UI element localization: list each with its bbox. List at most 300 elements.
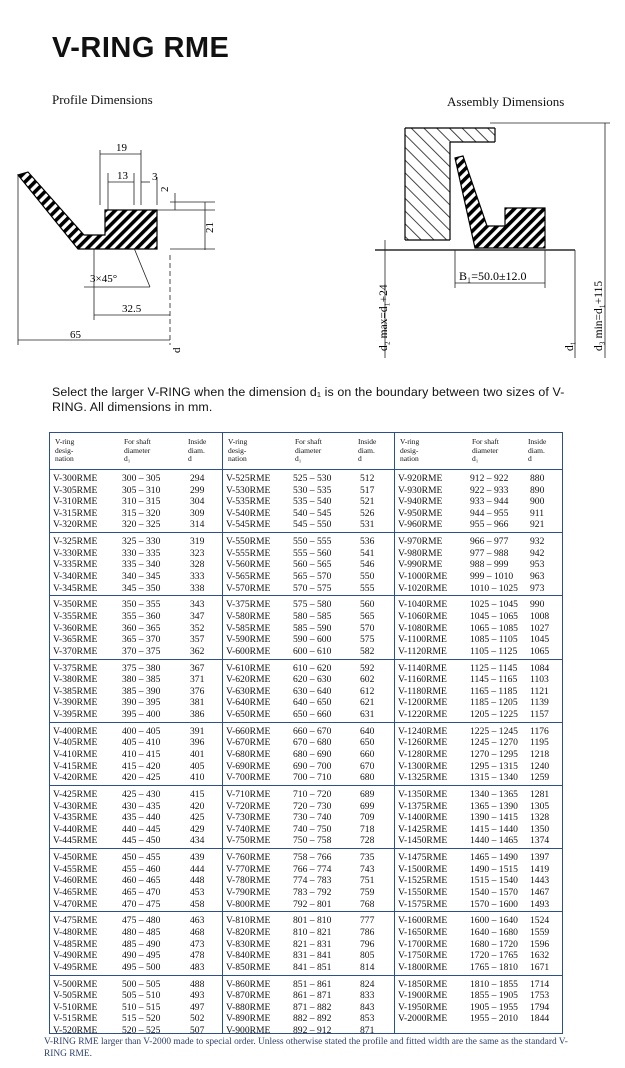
dim-d1: d₁ — [564, 341, 576, 351]
cell-inside-diameter: 1139 — [530, 697, 549, 709]
table-row — [223, 623, 395, 635]
table-row — [50, 485, 222, 497]
dim-d: d — [171, 347, 183, 353]
table-row — [50, 899, 222, 911]
cell-shaft-diameter: 440 – 445 — [122, 823, 161, 835]
cell-designation: V-1060RME — [398, 610, 448, 622]
cell-shaft-diameter: 650 – 660 — [293, 708, 332, 720]
cell-shaft-diameter: 395 – 400 — [122, 708, 161, 720]
table-row — [223, 950, 395, 962]
cell-designation: V-390RME — [53, 697, 98, 709]
table-row — [50, 812, 222, 824]
cell-designation: V-630RME — [226, 685, 271, 697]
table-row — [395, 623, 563, 635]
table-row — [223, 571, 395, 583]
cell-designation: V-370RME — [53, 645, 98, 657]
cell-designation: V-980RME — [398, 547, 443, 559]
header-inside: Inside diam. d — [358, 437, 377, 464]
cell-shaft-diameter: 510 – 515 — [122, 1001, 161, 1013]
table-row — [395, 599, 563, 611]
dim-chamfer: 3×45° — [90, 273, 118, 285]
table-row — [50, 1013, 222, 1025]
cell-designation: V-485RME — [53, 938, 98, 950]
cell-designation: V-1525RME — [398, 875, 448, 887]
table-row — [50, 939, 222, 951]
cell-shaft-diameter: 380 – 385 — [122, 674, 161, 686]
assembly-dimensions-label: Assembly Dimensions — [447, 94, 565, 109]
dim-19: 19 — [116, 142, 127, 154]
cell-inside-diameter: 391 — [190, 725, 205, 737]
cell-shaft-diameter: 1955 – 2010 — [470, 1013, 518, 1025]
cell-inside-diameter: 824 — [360, 978, 375, 990]
table-row — [223, 864, 395, 876]
table-group — [50, 659, 222, 723]
cell-inside-diameter: 853 — [360, 1013, 375, 1025]
cell-designation: V-1240RME — [398, 725, 448, 737]
cell-shaft-diameter: 470 – 475 — [122, 898, 161, 910]
cell-inside-diameter: 718 — [360, 823, 375, 835]
cell-designation: V-930RME — [398, 484, 443, 496]
cell-inside-diameter: 973 — [530, 582, 545, 594]
cell-inside-diameter: 814 — [360, 961, 375, 973]
table-row — [50, 583, 222, 595]
cell-shaft-diameter: 922 – 933 — [470, 484, 509, 496]
cell-inside-diameter: 512 — [360, 473, 375, 484]
cell-designation: V-395RME — [53, 708, 98, 720]
cell-shaft-diameter: 892 – 912 — [293, 1024, 332, 1036]
cell-inside-diameter: 309 — [190, 507, 205, 519]
cell-inside-diameter: 921 — [530, 519, 545, 531]
cell-inside-diameter: 420 — [190, 800, 205, 812]
dim-d3min: d₃ min=d₁+115 — [593, 280, 605, 351]
cell-designation: V-1080RME — [398, 622, 448, 634]
table-row — [223, 812, 395, 824]
cell-designation: V-1350RME — [398, 789, 448, 800]
table-row — [223, 835, 395, 847]
table-row — [50, 646, 222, 658]
cell-designation: V-1120RME — [398, 645, 447, 657]
cell-shaft-diameter: 999 – 1010 — [470, 570, 514, 582]
table-row — [223, 962, 395, 974]
cell-designation: V-960RME — [398, 519, 443, 531]
cell-designation: V-500RME — [53, 978, 98, 990]
table-group — [50, 975, 222, 1039]
table-row — [50, 761, 222, 773]
cell-inside-diameter: 1493 — [530, 898, 550, 910]
cell-inside-diameter: 1084 — [530, 662, 550, 674]
cell-shaft-diameter: 1085 – 1105 — [470, 634, 518, 646]
cell-designation: V-510RME — [53, 1001, 98, 1013]
table-row — [395, 887, 563, 899]
cell-designation: V-1950RME — [398, 1001, 448, 1013]
table-row — [223, 634, 395, 646]
cell-shaft-diameter: 325 – 330 — [122, 536, 161, 548]
cell-designation: V-1475RME — [398, 852, 448, 864]
table-row — [395, 772, 563, 784]
cell-designation: V-315RME — [53, 507, 98, 519]
cell-inside-diameter: 728 — [360, 835, 375, 847]
cell-inside-diameter: 376 — [190, 685, 205, 697]
cell-designation: V-555RME — [226, 547, 271, 559]
cell-designation: V-1100RME — [398, 634, 447, 646]
cell-inside-diameter: 371 — [190, 674, 205, 686]
table-group — [395, 722, 563, 786]
table-row — [395, 611, 563, 623]
cell-designation: V-560RME — [226, 559, 271, 571]
cell-inside-diameter: 890 — [530, 484, 545, 496]
cell-inside-diameter: 526 — [360, 507, 375, 519]
cell-designation: V-310RME — [53, 496, 98, 508]
cell-shaft-diameter: 565 – 570 — [293, 570, 332, 582]
table-row — [395, 485, 563, 497]
table-row — [50, 473, 222, 485]
cell-designation: V-740RME — [226, 823, 271, 835]
cell-designation: V-1750RME — [398, 950, 448, 962]
cell-inside-diameter: 323 — [190, 547, 205, 559]
cell-shaft-diameter: 410 – 415 — [122, 748, 161, 760]
cell-inside-diameter: 488 — [190, 978, 205, 990]
table-row — [50, 508, 222, 520]
cell-shaft-diameter: 1205 – 1225 — [470, 708, 518, 720]
cell-inside-diameter: 1027 — [530, 622, 550, 634]
cell-shaft-diameter: 375 – 380 — [122, 662, 161, 674]
cell-designation: V-570RME — [226, 582, 271, 594]
table-row — [50, 599, 222, 611]
cell-shaft-diameter: 1765 – 1810 — [470, 961, 518, 973]
cell-designation: V-550RME — [226, 536, 271, 548]
cell-designation: V-1040RME — [398, 599, 448, 611]
cell-inside-diameter: 621 — [360, 697, 375, 709]
cell-designation: V-610RME — [226, 662, 271, 674]
table-row — [223, 519, 395, 531]
cell-designation: V-1800RME — [398, 961, 448, 973]
table-row — [50, 726, 222, 738]
table-group — [50, 595, 222, 659]
cell-inside-diameter: 338 — [190, 582, 205, 594]
table-row — [223, 824, 395, 836]
cell-designation: V-880RME — [226, 1001, 271, 1013]
cell-designation: V-355RME — [53, 610, 98, 622]
table-group — [395, 469, 563, 533]
table-group — [223, 532, 395, 596]
cell-inside-diameter: 444 — [190, 863, 205, 875]
cell-designation: V-450RME — [53, 852, 98, 864]
cell-shaft-diameter: 1340 – 1365 — [470, 789, 518, 800]
table-group — [50, 911, 222, 975]
cell-designation: V-430RME — [53, 800, 98, 812]
cell-inside-diameter: 1045 — [530, 634, 550, 646]
cell-designation: V-700RME — [226, 772, 271, 784]
cell-designation: V-350RME — [53, 599, 98, 611]
table-group — [50, 785, 222, 849]
cell-designation: V-490RME — [53, 950, 98, 962]
header-shaft: For shaft diameter d₁ — [472, 437, 499, 464]
cell-shaft-diameter: 944 – 955 — [470, 507, 509, 519]
table-row — [395, 875, 563, 887]
table-row — [223, 887, 395, 899]
cell-inside-diameter: 1176 — [530, 725, 549, 737]
cell-designation: V-525RME — [226, 473, 271, 484]
cell-shaft-diameter: 912 – 922 — [470, 473, 509, 484]
table-row — [50, 824, 222, 836]
table-row — [395, 536, 563, 548]
table-row — [395, 686, 563, 698]
profile-dimensions-label: Profile Dimensions — [52, 92, 153, 107]
dim-13: 13 — [117, 170, 128, 182]
cell-shaft-diameter: 1145 – 1165 — [470, 674, 518, 686]
cell-designation: V-2000RME — [398, 1013, 448, 1025]
cell-shaft-diameter: 1390 – 1415 — [470, 812, 518, 824]
cell-inside-diameter: 1443 — [530, 875, 550, 887]
table-group — [395, 785, 563, 849]
cell-designation: V-600RME — [226, 645, 271, 657]
cell-shaft-diameter: 1365 – 1390 — [470, 800, 518, 812]
cell-inside-diameter: 1794 — [530, 1001, 550, 1013]
table-row — [395, 571, 563, 583]
cell-designation: V-1900RME — [398, 990, 448, 1002]
cell-inside-diameter: 347 — [190, 610, 205, 622]
cell-designation: V-505RME — [53, 990, 98, 1002]
table-row — [50, 950, 222, 962]
table-group — [223, 469, 395, 533]
cell-inside-diameter: 1240 — [530, 760, 550, 772]
cell-shaft-diameter: 505 – 510 — [122, 990, 161, 1002]
cell-designation: V-320RME — [53, 519, 98, 531]
table-row — [223, 663, 395, 675]
cell-shaft-diameter: 405 – 410 — [122, 737, 161, 749]
header-designation: V-ring desig- nation — [55, 437, 75, 464]
table-row — [223, 915, 395, 927]
cell-designation: V-1000RME — [398, 570, 448, 582]
table-row — [223, 990, 395, 1002]
cell-inside-diameter: 1714 — [530, 978, 550, 990]
cell-shaft-diameter: 370 – 375 — [122, 645, 161, 657]
table-row — [395, 674, 563, 686]
cell-designation: V-360RME — [53, 622, 98, 634]
cell-inside-diameter: 1259 — [530, 772, 550, 784]
cell-inside-diameter: 1467 — [530, 886, 550, 898]
cell-shaft-diameter: 690 – 700 — [293, 760, 332, 772]
cell-designation: V-1280RME — [398, 748, 448, 760]
cell-inside-diameter: 786 — [360, 926, 375, 938]
cell-shaft-diameter: 1010 – 1025 — [470, 582, 518, 594]
cell-shaft-diameter: 861 – 871 — [293, 990, 332, 1002]
cell-inside-diameter: 900 — [530, 496, 545, 508]
cell-shaft-diameter: 435 – 440 — [122, 812, 161, 824]
cell-inside-diameter: 299 — [190, 484, 205, 496]
cell-inside-diameter: 1305 — [530, 800, 550, 812]
cell-designation: V-440RME — [53, 823, 98, 835]
table-row — [395, 939, 563, 951]
table-row — [223, 801, 395, 813]
cell-shaft-diameter: 385 – 390 — [122, 685, 161, 697]
table-row — [395, 663, 563, 675]
header-shaft: For shaft diameter d₁ — [124, 437, 151, 464]
cell-shaft-diameter: 977 – 988 — [470, 547, 509, 559]
cell-inside-diameter: 871 — [360, 1024, 375, 1036]
cell-inside-diameter: 1350 — [530, 823, 550, 835]
cell-designation: V-1500RME — [398, 863, 448, 875]
table-row — [50, 709, 222, 721]
dim-32-5: 32.5 — [122, 303, 142, 315]
cell-designation: V-870RME — [226, 990, 271, 1002]
table-row — [223, 536, 395, 548]
table-group — [395, 659, 563, 723]
cell-inside-diameter: 575 — [360, 634, 375, 646]
cell-inside-diameter: 352 — [190, 622, 205, 634]
cell-inside-diameter: 953 — [530, 559, 545, 571]
cell-designation: V-1850RME — [398, 978, 448, 990]
cell-shaft-diameter: 585 – 590 — [293, 622, 332, 634]
table-group — [223, 911, 395, 975]
cell-inside-diameter: 735 — [360, 852, 375, 864]
table-row — [395, 508, 563, 520]
table-row — [223, 508, 395, 520]
cell-designation: V-720RME — [226, 800, 271, 812]
table-row — [223, 979, 395, 991]
cell-designation: V-470RME — [53, 898, 98, 910]
cell-shaft-diameter: 966 – 977 — [470, 536, 509, 548]
table-row — [223, 548, 395, 560]
cell-designation: V-1260RME — [398, 737, 448, 749]
table-row — [50, 927, 222, 939]
cell-designation: V-445RME — [53, 835, 98, 847]
cell-designation: V-830RME — [226, 938, 271, 950]
cell-shaft-diameter: 851 – 861 — [293, 978, 332, 990]
cell-shaft-diameter: 1165 – 1185 — [470, 685, 518, 697]
cell-designation: V-520RME — [53, 1024, 98, 1036]
table-row — [395, 548, 563, 560]
cell-shaft-diameter: 841 – 851 — [293, 961, 332, 973]
cell-shaft-diameter: 1570 – 1600 — [470, 898, 518, 910]
table-row — [223, 485, 395, 497]
table-row — [395, 962, 563, 974]
cell-designation: V-760RME — [226, 852, 271, 864]
cell-designation: V-405RME — [53, 737, 98, 749]
cell-inside-diameter: 314 — [190, 519, 205, 531]
cell-shaft-diameter: 555 – 560 — [293, 547, 332, 559]
cell-shaft-diameter: 821 – 831 — [293, 938, 332, 950]
cell-shaft-diameter: 455 – 460 — [122, 863, 161, 875]
table-row — [50, 1025, 222, 1037]
cell-shaft-diameter: 831 – 841 — [293, 950, 332, 962]
table-row — [223, 726, 395, 738]
cell-inside-diameter: 401 — [190, 748, 205, 760]
table-row — [50, 634, 222, 646]
cell-inside-diameter: 357 — [190, 634, 205, 646]
cell-inside-diameter: 1524 — [530, 915, 550, 927]
table-row — [223, 789, 395, 801]
cell-designation: V-780RME — [226, 875, 271, 887]
cell-designation: V-1425RME — [398, 823, 448, 835]
table-row — [395, 737, 563, 749]
table-row — [395, 835, 563, 847]
cell-inside-diameter: 1419 — [530, 863, 550, 875]
cell-designation: V-420RME — [53, 772, 98, 784]
cell-shaft-diameter: 1105 – 1125 — [470, 645, 518, 657]
cell-inside-diameter: 990 — [530, 599, 545, 611]
cell-shaft-diameter: 580 – 585 — [293, 610, 332, 622]
cell-shaft-diameter: 1490 – 1515 — [470, 863, 518, 875]
table-row — [395, 709, 563, 721]
header-designation: V-ring desig- nation — [228, 437, 248, 464]
table-row — [395, 950, 563, 962]
cell-inside-diameter: 1157 — [530, 708, 549, 720]
page-title: V-RING RME — [52, 32, 230, 64]
table-row — [50, 835, 222, 847]
table-row — [395, 634, 563, 646]
table-group — [223, 722, 395, 786]
cell-designation: V-425RME — [53, 789, 98, 800]
table-row — [223, 709, 395, 721]
cell-shaft-diameter: 1540 – 1570 — [470, 886, 518, 898]
table-row — [223, 772, 395, 784]
table-row — [223, 737, 395, 749]
table-row — [50, 979, 222, 991]
header-designation: V-ring desig- nation — [400, 437, 420, 464]
cell-inside-diameter: 478 — [190, 950, 205, 962]
cell-designation: V-1325RME — [398, 772, 448, 784]
cell-inside-diameter: 483 — [190, 961, 205, 973]
cell-shaft-diameter: 955 – 966 — [470, 519, 509, 531]
cell-shaft-diameter: 710 – 720 — [293, 789, 332, 800]
cell-inside-diameter: 699 — [360, 800, 375, 812]
cell-designation: V-670RME — [226, 737, 271, 749]
cell-shaft-diameter: 550 – 555 — [293, 536, 332, 548]
cell-inside-diameter: 592 — [360, 662, 375, 674]
table-header — [223, 435, 395, 471]
table-group — [223, 659, 395, 723]
cell-designation: V-535RME — [226, 496, 271, 508]
cell-inside-diameter: 497 — [190, 1001, 205, 1013]
cell-designation: V-455RME — [53, 863, 98, 875]
cell-designation: V-590RME — [226, 634, 271, 646]
cell-shaft-diameter: 465 – 470 — [122, 886, 161, 898]
assembly-drawing — [375, 118, 610, 358]
cell-shaft-diameter: 355 – 360 — [122, 610, 161, 622]
cell-designation: V-495RME — [53, 961, 98, 973]
cell-designation: V-940RME — [398, 496, 443, 508]
cell-inside-diameter: 768 — [360, 898, 375, 910]
cell-inside-diameter: 570 — [360, 622, 375, 634]
cell-shaft-diameter: 750 – 758 — [293, 835, 332, 847]
cell-designation: V-1160RME — [398, 674, 447, 686]
table-group — [223, 785, 395, 849]
cell-shaft-diameter: 1185 – 1205 — [470, 697, 518, 709]
cell-inside-diameter: 294 — [190, 473, 205, 484]
cell-designation: V-770RME — [226, 863, 271, 875]
cell-shaft-diameter: 310 – 315 — [122, 496, 161, 508]
cell-designation: V-900RME — [226, 1024, 271, 1036]
cell-shaft-diameter: 520 – 525 — [122, 1024, 161, 1036]
table-row — [395, 927, 563, 939]
cell-shaft-diameter: 430 – 435 — [122, 800, 161, 812]
table-row — [395, 1013, 563, 1025]
dim-3: 3 — [152, 171, 158, 183]
cell-inside-diameter: 304 — [190, 496, 205, 508]
cell-shaft-diameter: 810 – 821 — [293, 926, 332, 938]
cell-shaft-diameter: 1600 – 1640 — [470, 915, 518, 927]
cell-designation: V-415RME — [53, 760, 98, 772]
cell-shaft-diameter: 305 – 310 — [122, 484, 161, 496]
cell-inside-diameter: 1374 — [530, 835, 550, 847]
cell-inside-diameter: 468 — [190, 926, 205, 938]
cell-inside-diameter: 536 — [360, 536, 375, 548]
table-row — [223, 674, 395, 686]
cell-shaft-diameter: 1025 – 1045 — [470, 599, 518, 611]
cell-inside-diameter: 631 — [360, 708, 375, 720]
cell-shaft-diameter: 1680 – 1720 — [470, 938, 518, 950]
